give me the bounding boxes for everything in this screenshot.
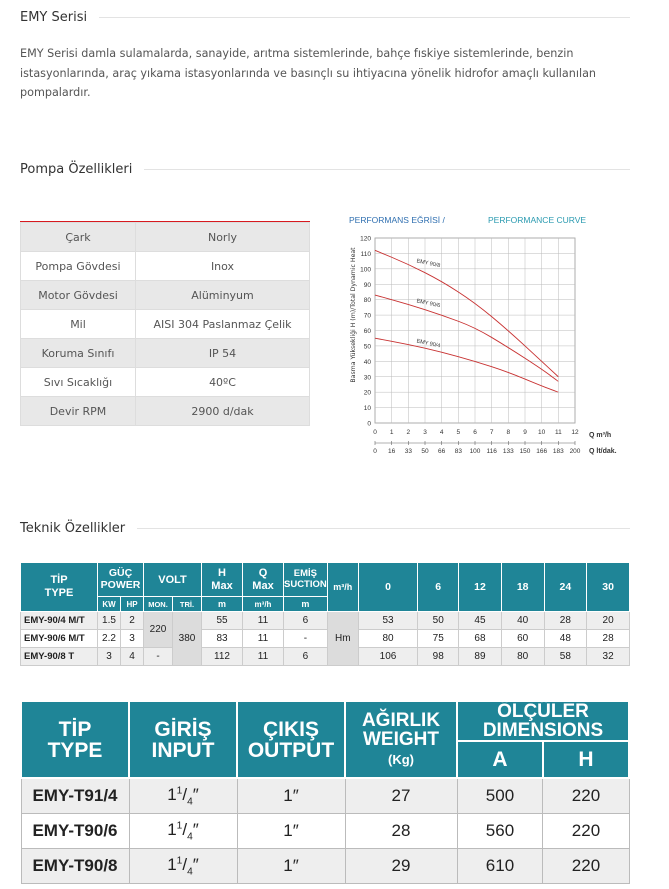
table-cell: 53	[358, 612, 418, 630]
spec-value: Norly	[136, 223, 310, 252]
th-suction: EMİŞ SUCTION	[284, 563, 328, 597]
table-cell: 560	[457, 814, 543, 849]
spec-value: Inox	[136, 252, 310, 281]
table-cell: 68	[459, 630, 502, 648]
dimensions-table	[20, 700, 630, 884]
table-cell: 80	[501, 648, 544, 666]
spec-key: Koruma Sınıfı	[21, 339, 136, 368]
table-cell: $1^1/_4''$	[129, 778, 237, 814]
table-cell: 40	[501, 612, 544, 630]
th-e-unit: m	[284, 597, 328, 612]
table-cell: 32	[587, 648, 630, 666]
spec-key: Pompa Gövdesi	[21, 252, 136, 281]
spec-row	[21, 397, 310, 426]
chart-xtick-label: 9	[523, 429, 527, 436]
th-volt: VOLT	[144, 563, 202, 597]
chart-xtick2-label: 200	[569, 448, 581, 455]
table-cell: EMY-90/4 M/T	[21, 612, 98, 630]
chart-xtick-label: 2	[406, 429, 411, 436]
specs-table	[20, 222, 310, 426]
th2-a: A	[457, 741, 543, 778]
th2-weight: AĞIRLIK WEIGHT (Kg)	[345, 701, 457, 778]
chart-xtick-label: 10	[538, 429, 546, 436]
spec-row	[21, 339, 310, 368]
table-cell: 58	[544, 648, 587, 666]
table-row	[21, 778, 629, 814]
chart-ytick-label: 50	[363, 343, 371, 351]
chart-series-label: EMY 90/8	[415, 258, 441, 270]
th-hmax: H Max	[202, 563, 243, 597]
table-cell: 112	[202, 648, 243, 666]
table-cell: 20	[587, 612, 630, 630]
chart-xtick2-label: 133	[502, 448, 514, 455]
th-flow: 18	[501, 563, 544, 612]
spec-row	[21, 310, 310, 339]
table-cell: 11	[243, 648, 284, 666]
spec-value: Alüminyum	[136, 281, 310, 310]
cell-hm: Hm	[327, 612, 358, 666]
th-kw: KW	[98, 597, 121, 612]
chart-xlabel: Q m³/h	[589, 432, 612, 439]
table-row	[21, 849, 629, 884]
th2-output: ÇIKIŞ OUTPUT	[237, 701, 345, 778]
table-cell: 106	[358, 648, 418, 666]
table-cell: 98	[418, 648, 459, 666]
table-cell: 60	[501, 630, 544, 648]
chart-title-2: PERFORMANCE CURVE	[488, 215, 587, 225]
chart-xtick2-label: 83	[454, 448, 462, 455]
th-q-unit: m³/h	[243, 597, 284, 612]
table-cell: 27	[345, 778, 457, 814]
spec-value: AISI 304 Paslanmaz Çelik	[136, 310, 310, 339]
chart-ytick-label: 30	[363, 374, 371, 382]
chart-xtick-label: 12	[571, 429, 579, 436]
th-qmax: Q Max	[243, 563, 284, 597]
chart-ylabel: Basma Yüksekliği H (m)/Total Dynamic Heat	[350, 247, 357, 383]
chart-xtick2-label: 0	[373, 448, 377, 455]
table-cell: 1″	[237, 849, 345, 884]
table-cell: 4	[121, 648, 144, 666]
th-tip: TİP TYPE	[21, 563, 98, 612]
chart-ytick-label: 90	[363, 281, 371, 289]
spec-row	[21, 223, 310, 252]
th-flow: 30	[587, 563, 630, 612]
spec-key: Çark	[21, 223, 136, 252]
table-cell: 55	[202, 612, 243, 630]
chart-xtick-label: 11	[554, 429, 562, 436]
table-cell: 3	[121, 630, 144, 648]
table-cell: 2	[121, 612, 144, 630]
chart-xtick-label: 7	[489, 429, 494, 436]
chart-ytick-label: 100	[360, 266, 371, 274]
spec-key: Sıvı Sıcaklığı	[21, 368, 136, 397]
table-cell: 220	[543, 778, 629, 814]
th-tri: TRİ.	[173, 597, 202, 612]
chart-ytick-label: 70	[363, 312, 371, 320]
table-cell: 83	[202, 630, 243, 648]
table-cell: 28	[587, 630, 630, 648]
section-title-technical: Teknik Özellikler	[20, 521, 630, 536]
th2-h: H	[543, 741, 629, 778]
spec-row	[21, 281, 310, 310]
chart-xtick2-label: 33	[404, 448, 412, 455]
chart-xtick2-label: 116	[486, 448, 497, 455]
chart-ytick-label: 20	[363, 389, 371, 397]
table-cell: 28	[544, 612, 587, 630]
table-cell: 610	[457, 849, 543, 884]
table-cell: EMY-90/6 M/T	[21, 630, 98, 648]
chart-ytick-label: 80	[363, 297, 371, 305]
table-cell: 28	[345, 814, 457, 849]
chart-xtick2-label: 50	[421, 448, 429, 455]
chart-series-label: EMY 90/4	[415, 338, 441, 350]
th-flow: 6	[418, 563, 459, 612]
chart-series-label: EMY 90/6	[415, 298, 441, 310]
chart-ytick-label: 10	[363, 405, 371, 413]
chart-xtick-label: 5	[456, 429, 461, 436]
table-cell: 1″	[237, 814, 345, 849]
chart-xtick-label: 0	[373, 429, 377, 436]
th2-input: GİRİŞ INPUT	[129, 701, 237, 778]
chart-ytick-label: 40	[363, 358, 371, 366]
spec-value: 40ºC	[136, 368, 310, 397]
section-description: EMY Serisi damla sulamalarda, sanayide, arıtma sistemlerinde, bahçe fıskiye sistemlerinde, benzin istasyonlarında, araç yıkama istasyonlarında ve basınçlı su ihtiyacına yönelik hidrofor amaçlı kullanılan pompalardır.	[20, 47, 597, 99]
table-cell: $1^1/_4''$	[129, 814, 237, 849]
chart-xtick2-label: 183	[552, 448, 564, 455]
section-title-emy: EMY Serisi	[20, 10, 630, 25]
chart-ytick-label: 60	[363, 328, 371, 335]
table-cell: -	[144, 648, 173, 666]
table-cell: 6	[284, 612, 328, 630]
chart-xtick-label: 3	[423, 429, 427, 436]
chart-xtick-label: 6	[473, 429, 477, 436]
th-m3h: m³/h	[327, 563, 358, 612]
table-cell: -	[284, 630, 328, 648]
cell-tri: 380	[173, 612, 202, 666]
th2-tip: TİP TYPE	[21, 701, 129, 778]
table-cell: 220	[543, 849, 629, 884]
chart-xlabel-2: Q lt/dak.	[589, 448, 617, 455]
spec-value: IP 54	[136, 339, 310, 368]
performance-chart	[335, 205, 635, 475]
chart-xtick2-label: 166	[536, 448, 548, 455]
spec-key: Mil	[21, 310, 136, 339]
table-cell: 11	[243, 612, 284, 630]
table-cell: EMY-T91/4	[21, 778, 129, 814]
table-cell: 6	[284, 648, 328, 666]
table-cell: 80	[358, 630, 418, 648]
table-cell: 3	[98, 648, 121, 666]
table-row	[21, 630, 630, 648]
table-row	[21, 648, 630, 666]
table-row	[21, 612, 630, 630]
th-h-unit: m	[202, 597, 243, 612]
chart-xtick-label: 1	[389, 429, 394, 436]
table-cell: 45	[459, 612, 502, 630]
table-cell: $1^1/_4''$	[129, 849, 237, 884]
table-cell: 48	[544, 630, 587, 648]
th-power: GÜÇ POWER	[98, 563, 144, 597]
th2-dimensions: ÖLÇÜLER DIMENSIONS	[457, 701, 629, 741]
table-cell: EMY-T90/6	[21, 814, 129, 849]
th-mon: MON.	[144, 597, 173, 612]
table-cell: 220	[543, 814, 629, 849]
section-title-pump-features: Pompa Özellikleri	[20, 162, 630, 177]
table-cell: 2.2	[98, 630, 121, 648]
spec-key: Motor Gövdesi	[21, 281, 136, 310]
chart-xtick2-label: 66	[438, 448, 446, 455]
table-cell: 89	[459, 648, 502, 666]
cell-mon: 220	[144, 612, 173, 648]
table-cell: 29	[345, 849, 457, 884]
th-flow: 0	[358, 563, 418, 612]
chart-ytick-label: 110	[360, 250, 371, 258]
spec-row	[21, 368, 310, 397]
table-cell: 75	[418, 630, 459, 648]
technical-table	[20, 562, 630, 666]
chart-xtick-label: 4	[439, 429, 444, 436]
th-hp: HP	[121, 597, 144, 612]
table-cell: 1.5	[98, 612, 121, 630]
table-cell: EMY-90/8 T	[21, 648, 98, 666]
chart-ytick-label: 120	[360, 235, 371, 243]
th-flow: 24	[544, 563, 587, 612]
table-row	[21, 814, 629, 849]
chart-title: PERFORMANS EĞRİSİ /	[349, 215, 445, 225]
spec-row	[21, 252, 310, 281]
table-cell: 50	[418, 612, 459, 630]
chart-xtick-label: 8	[506, 429, 511, 436]
table-cell: EMY-T90/8	[21, 849, 129, 884]
spec-value: 2900 d/dak	[136, 397, 310, 426]
spec-key: Devir RPM	[21, 397, 136, 426]
chart-ytick-label: 0	[367, 420, 371, 428]
chart-xtick2-label: 16	[388, 448, 396, 455]
th-flow: 12	[459, 563, 502, 612]
chart-xtick2-label: 150	[519, 448, 531, 455]
table-cell: 500	[457, 778, 543, 814]
table-cell: 1″	[237, 778, 345, 814]
chart-xtick2-label: 100	[469, 448, 481, 455]
table-cell: 11	[243, 630, 284, 648]
